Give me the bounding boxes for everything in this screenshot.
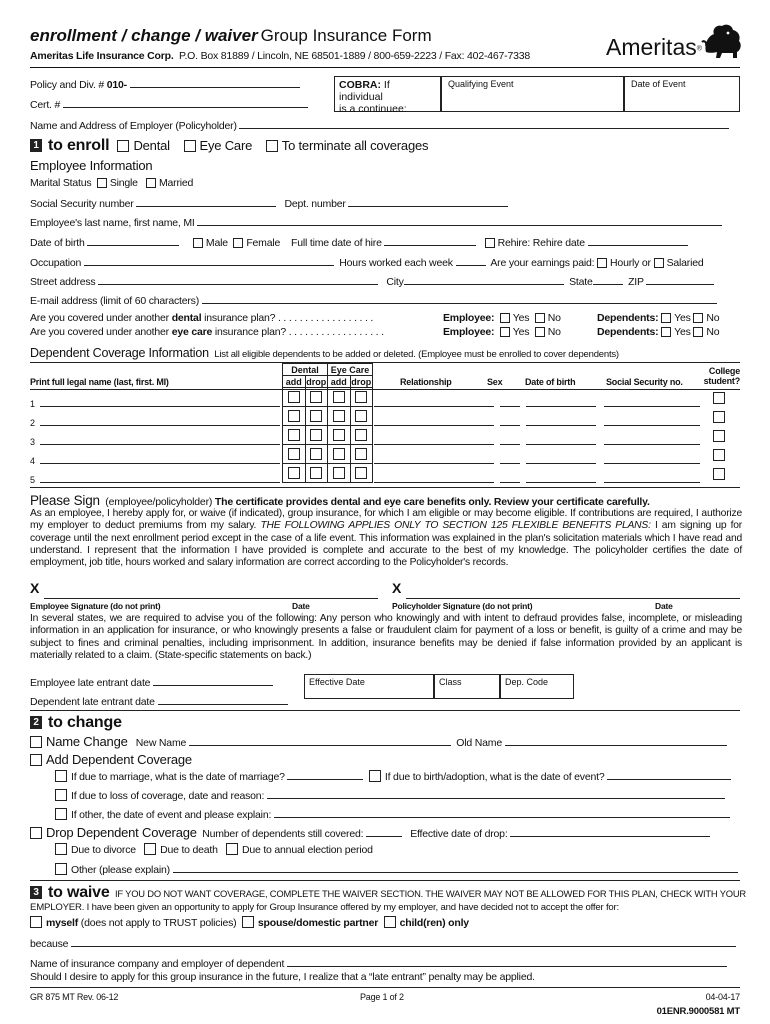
salaried-checkbox[interactable]: [654, 258, 664, 268]
dep5-dob-input[interactable]: [526, 472, 596, 483]
other-explain-input[interactable]: [173, 862, 738, 873]
employee-info-heading: Employee Information: [30, 158, 153, 173]
class-label: Class: [439, 677, 462, 687]
other-event-checkbox[interactable]: [55, 808, 67, 820]
col-sex-header: Sex: [487, 377, 503, 387]
dental-label: Dental: [133, 138, 170, 153]
waive-myself-label: myself: [46, 917, 79, 929]
row-number: 3: [30, 437, 36, 447]
form-title-rest: Group Insurance Form: [260, 26, 432, 45]
loss-input[interactable]: [267, 788, 725, 799]
yes-label: Yes: [674, 312, 691, 324]
dep3-dob-input[interactable]: [526, 434, 596, 445]
employee-signature-line[interactable]: [44, 598, 378, 599]
row-number: 5: [30, 475, 36, 485]
add-dep-row: [30, 752, 192, 767]
col-college-2: student?: [703, 376, 740, 386]
q-eye-dots: . . . . . . . . . . . . . . . . . .: [288, 326, 384, 338]
sign-title: Please Sign: [30, 493, 100, 508]
ins-company-row: [30, 956, 727, 970]
ins-company-label: Name of insurance company and employer of dependent: [30, 958, 285, 970]
zip-label: ZIP: [628, 276, 644, 288]
dep4-college-checkbox[interactable]: [713, 449, 725, 461]
new-name-input[interactable]: [189, 735, 451, 746]
eye-dep-answers: [597, 326, 719, 338]
row-number: 2: [30, 418, 36, 428]
auth-text: As an employee, I hereby apply for, or waive (if indicated), group insurance, for which I am eligible or may become eligible. If contributions are required, I authorize my employer to deduct premiums from my salary.: [30, 508, 742, 532]
waive-header: [30, 884, 746, 902]
effective-date-label: Effective Date: [309, 677, 365, 687]
earnings-label: Are your earnings paid:: [490, 257, 595, 269]
q-eye-b: eye care: [171, 326, 213, 338]
eye-care-label: Eye Care: [199, 138, 253, 153]
dob-input[interactable]: [87, 235, 179, 246]
hourly-label: Hourly or: [610, 257, 651, 269]
waive-options-row: [30, 916, 469, 929]
header-rule: [30, 67, 740, 68]
eye-question-row: [30, 326, 384, 338]
birth-date-input[interactable]: [607, 769, 731, 780]
eye-answers: [443, 326, 561, 338]
occupation-label: Occupation: [30, 257, 82, 269]
dep2-college-checkbox[interactable]: [713, 411, 725, 423]
waive-myself-checkbox[interactable]: [30, 916, 42, 928]
other-explain-checkbox[interactable]: [55, 863, 67, 875]
marriage-row: [55, 769, 731, 783]
policy-prefix: 010-: [106, 79, 127, 91]
single-label: Single: [109, 177, 138, 189]
dependent-title: Dependent Coverage Information: [30, 346, 209, 360]
sign-bottom-rule: [30, 710, 740, 711]
waive-bottom-rule: [30, 987, 740, 988]
col-rel-header: Relationship: [400, 377, 452, 387]
male-checkbox[interactable]: [193, 238, 203, 248]
lion-icon: [700, 22, 744, 65]
dep4-ssn-input[interactable]: [604, 453, 700, 464]
change-bottom-rule: [30, 880, 740, 881]
street-input[interactable]: [98, 274, 378, 285]
col-dob-header: Date of birth: [525, 377, 576, 387]
dep2-sex-input[interactable]: [500, 415, 520, 426]
cert-input[interactable]: [63, 97, 308, 108]
state-input[interactable]: [593, 274, 623, 285]
q-eye-a: Are you covered under another: [30, 326, 169, 338]
col-eye-header: Eye Care: [328, 364, 373, 376]
footer-form-number: GR 875 MT Rev. 06-12: [30, 992, 119, 1002]
loss-checkbox[interactable]: [55, 789, 67, 801]
yes-label: Yes: [512, 312, 530, 324]
dental-dependents-label: Dependents:: [597, 312, 659, 324]
zip-input[interactable]: [646, 274, 714, 285]
company-address: P.O. Box 81889 / Lincoln, NE 68501-1889 / 800-659-2223 / Fax: 402-467-7338: [179, 50, 531, 62]
waive-spouse-label: spouse/domestic partner: [257, 917, 379, 929]
dept-label: Dept. number: [284, 198, 346, 210]
dependent-note: List all eligible dependents to be added or deleted. (Employee must be enrolled to cover dependents): [214, 349, 619, 360]
change-title: to change: [48, 714, 122, 731]
qualifying-event-label: Qualifying Event: [448, 79, 514, 89]
ssn-label: Social Security number: [30, 198, 134, 210]
dep3-ssn-input[interactable]: [604, 434, 700, 445]
marital-row: [30, 177, 193, 189]
footer-page: Page 1 of 2: [360, 992, 404, 1002]
qualifying-event-box[interactable]: [441, 76, 624, 112]
dep1-relationship-input[interactable]: [374, 396, 494, 407]
row-number: 1: [30, 399, 36, 409]
dep-late-label: Dependent late entrant date: [30, 696, 155, 708]
employer-input[interactable]: [239, 118, 729, 129]
col-college-header: [698, 366, 740, 386]
dep2-dob-input[interactable]: [526, 415, 596, 426]
name-change-label: Name Change: [46, 734, 128, 749]
dep2-name-input[interactable]: [40, 415, 280, 426]
waive-title: to waive: [48, 884, 110, 901]
waive-caps: IF YOU DO NOT WANT COVERAGE, COMPLETE THE WAIVER SECTION. THE WAIVER MAY NOT BE ALLOWED FOR THIS PLAN, CHECK WITH YOUR: [114, 888, 746, 899]
form-title: [30, 26, 432, 46]
dep5-relationship-input[interactable]: [374, 472, 494, 483]
class-box[interactable]: [434, 674, 500, 699]
rehire-checkbox[interactable]: [485, 238, 495, 248]
dental-dependents-yes-checkbox[interactable]: [661, 313, 671, 323]
cobra-box: [334, 76, 441, 115]
cobra-text1: If individual: [339, 79, 390, 103]
dep5-sex-input[interactable]: [500, 472, 520, 483]
because-label: because: [30, 938, 69, 950]
female-checkbox[interactable]: [233, 238, 243, 248]
divorce-checkbox[interactable]: [55, 843, 67, 855]
dep3-college-checkbox[interactable]: [713, 430, 725, 442]
num-still-label: Number of dependents still covered:: [202, 828, 364, 840]
dep3-name-input[interactable]: [40, 434, 280, 445]
other-explain-label: Other (please explain): [71, 864, 170, 876]
last-first-label: Employee's last name, first name, MI: [30, 217, 195, 229]
dental-question-row: [30, 312, 373, 324]
employer-row: [30, 118, 729, 132]
other-event-label: If other, the date of event and please explain:: [71, 809, 272, 821]
eye-add-header: add: [328, 376, 351, 388]
new-name-label: New Name: [135, 737, 187, 749]
dep1-dob-input[interactable]: [526, 396, 596, 407]
dob-row: [30, 235, 688, 249]
email-label: E-mail address (limit of 60 characters): [30, 295, 200, 307]
policy-input[interactable]: [130, 77, 300, 88]
birth-checkbox[interactable]: [369, 770, 381, 782]
dep2-ssn-input[interactable]: [604, 415, 700, 426]
ssn-input[interactable]: [136, 196, 276, 207]
waive-children-label: child(ren) only: [399, 917, 469, 929]
dental-dep-answers: [597, 312, 719, 324]
no-label: No: [547, 326, 561, 338]
col-college-1: College: [708, 366, 740, 376]
add-dep-label: Add Dependent Coverage: [46, 752, 192, 767]
name-row: [30, 215, 722, 229]
dep-late-input[interactable]: [158, 694, 288, 705]
col-ssn-header: Social Security no.: [606, 377, 683, 387]
annual-election-checkbox[interactable]: [226, 843, 238, 855]
annual-label: Due to annual election period: [241, 844, 373, 856]
occupation-row: [30, 255, 704, 269]
section-3-number: 3: [30, 886, 42, 899]
eye-dependents-no-checkbox[interactable]: [693, 327, 703, 337]
cert-row: [30, 97, 308, 111]
marriage-checkbox[interactable]: [55, 770, 67, 782]
dep2-relationship-input[interactable]: [374, 415, 494, 426]
dependent-heading-row: [30, 346, 619, 360]
policyholder-signature-line[interactable]: [406, 598, 740, 599]
auth-rest: I am signing up for coverage until the next enrollment period except in the case of a life event. This information was explained in the plan's solicitation materials which I have read and understand. I represent that the information I have provided is complete and accurate to the best of my knowledge. The policyholder certifies the date of employment, job title, hours worked and salary information are correct according to the Policyholder's records.: [30, 520, 742, 569]
dependent-row: [30, 390, 740, 409]
rehire-input[interactable]: [588, 235, 688, 246]
eye-dependents-label: Dependents:: [597, 326, 659, 338]
other-event-row: [55, 807, 730, 821]
eye-drop-header: drop: [351, 376, 372, 387]
waive-text: EMPLOYER. I have been given an opportunity to apply for Group Insurance offered by my employer, and have decided not to accept the offer for:: [30, 902, 620, 913]
because-input[interactable]: [71, 936, 736, 947]
eye-employee-no-checkbox[interactable]: [535, 327, 545, 337]
q-dental-c: insurance plan?: [204, 312, 276, 324]
footer-code: 01ENR.9000581 MT: [656, 1006, 740, 1017]
policyholder-signature-label: Policyholder Signature (do not print): [392, 601, 533, 611]
dep-code-label: Dep. Code: [505, 677, 549, 687]
sign-bold: The certificate provides dental and eye care benefits only. Review your certificate carefully.: [214, 496, 650, 508]
divorce-label: Due to divorce: [71, 844, 136, 856]
dep1-sex-input[interactable]: [500, 396, 520, 407]
policy-row: [30, 77, 300, 91]
dep3-relationship-input[interactable]: [374, 434, 494, 445]
birth-label: If due to birth/adoption, what is the date of event?: [384, 771, 605, 783]
employee-date-label: Date: [292, 601, 310, 611]
enroll-header: [30, 137, 428, 155]
eye-employee-yes-checkbox[interactable]: [500, 327, 510, 337]
col-name-header: Print full legal name (last, first. MI): [30, 377, 169, 387]
marriage-date-input[interactable]: [287, 769, 363, 780]
city-input[interactable]: [404, 274, 564, 285]
dep4-sex-input[interactable]: [500, 453, 520, 464]
city-label: City: [386, 276, 404, 288]
add-dependent-checkbox[interactable]: [30, 754, 42, 766]
dep4-relationship-input[interactable]: [374, 453, 494, 464]
change-header: [30, 714, 122, 732]
effective-date-box[interactable]: [304, 674, 434, 699]
dental-add-header: add: [283, 376, 306, 388]
dep-code-box[interactable]: [500, 674, 574, 699]
dep1-college-checkbox[interactable]: [713, 392, 725, 404]
q-dental-b: dental: [171, 312, 202, 324]
dep4-name-input[interactable]: [40, 453, 280, 464]
late-note: Should I desire to apply for this group insurance in the future, I realize that a “late entrant” penalty may be applied.: [30, 971, 535, 983]
ssn-row: [30, 196, 508, 210]
dependent-row: [30, 447, 740, 466]
drop-reasons-row: [55, 843, 373, 856]
company-line: [30, 50, 530, 62]
drop-dep-label: Drop Dependent Coverage: [46, 825, 197, 840]
eye-care-checkbox[interactable]: [184, 140, 196, 152]
yes-label: Yes: [512, 326, 530, 338]
drop-dep-row: [30, 825, 710, 840]
male-label: Male: [205, 237, 228, 249]
waive-spouse-checkbox[interactable]: [242, 916, 254, 928]
email-row: [30, 293, 717, 307]
employee-signature-label: Employee Signature (do not print): [30, 601, 161, 611]
cobra-text2: is a continuee:: [339, 103, 407, 115]
last-first-input[interactable]: [197, 215, 722, 226]
salaried-label: Salaried: [666, 257, 704, 269]
footer-date: 04-04-17: [705, 992, 740, 1002]
yes-label: Yes: [674, 326, 691, 338]
old-name-label: Old Name: [456, 737, 502, 749]
employer-label: Name and Address of Employer (Policyholder): [30, 120, 237, 132]
auth-italic: THE FOLLOWING APPLIES ONLY TO SECTION 125 FLEXIBLE BENEFITS PLANS:: [260, 520, 651, 532]
dep4-dob-input[interactable]: [526, 453, 596, 464]
name-change-checkbox[interactable]: [30, 736, 42, 748]
cobra-label: COBRA:: [339, 79, 381, 91]
dental-employee-no-checkbox[interactable]: [535, 313, 545, 323]
loss-label: If due to loss of coverage, date and reason:: [71, 790, 265, 802]
emp-late-row: [30, 675, 273, 689]
emp-late-input[interactable]: [153, 675, 273, 686]
eff-drop-label: Effective date of drop:: [410, 828, 508, 840]
rehire-label: Rehire: Rehire date: [497, 237, 585, 249]
dental-employee-yes-checkbox[interactable]: [500, 313, 510, 323]
form-title-bold: enrollment / change / waiver: [30, 26, 258, 45]
dental-dependents-no-checkbox[interactable]: [693, 313, 703, 323]
state-label: State: [569, 276, 593, 288]
num-still-input[interactable]: [366, 826, 402, 837]
street-label: Street address: [30, 276, 96, 288]
dependent-row: [30, 466, 740, 485]
cert-label: Cert. #: [30, 99, 61, 111]
company-name: Ameritas Life Insurance Corp.: [30, 50, 174, 62]
terminate-label: To terminate all coverages: [281, 138, 429, 153]
policyholder-x-mark: X: [392, 580, 402, 596]
name-change-row: [30, 734, 727, 749]
other-explain-row: [55, 862, 738, 876]
dep5-ssn-input[interactable]: [604, 472, 700, 483]
dob-label: Date of birth: [30, 237, 85, 249]
ins-company-input[interactable]: [287, 956, 727, 967]
hours-input[interactable]: [456, 255, 486, 266]
eye-employee-label: Employee:: [443, 326, 495, 338]
eye-dependents-yes-checkbox[interactable]: [661, 327, 671, 337]
dental-drop-header: drop: [306, 376, 327, 387]
dep5-name-input[interactable]: [40, 472, 280, 483]
no-label: No: [706, 312, 720, 324]
hourly-checkbox[interactable]: [597, 258, 607, 268]
loss-row: [55, 788, 725, 802]
hours-label: Hours worked each week: [339, 257, 453, 269]
authorization-paragraph: [30, 508, 742, 569]
col-dental-header: Dental: [283, 364, 328, 376]
date-of-event-box[interactable]: [624, 76, 740, 112]
ameritas-logo: [606, 34, 702, 61]
logo-wordmark: Ameritas: [606, 34, 697, 60]
dep-late-row: [30, 694, 288, 708]
row-number: 4: [30, 456, 36, 466]
fraud-warning: In several states, we are required to advise you of the following: Any person who knowingly and with intent to defraud provides false, incomplete, or misleading information in an application for insurance, or who knowingly presents a false or fraudulent claim for payment of a loss or benefit, is guilty of a crime and may be subject to fines and criminal penalties, including imprisonment. In addition, insurance benefits may be denied if false information provided by an applicant is materially related to a claim. (State-specific statements on back.): [30, 613, 742, 661]
marital-label: Marital Status: [30, 177, 92, 189]
address-row: [30, 274, 714, 288]
email-input[interactable]: [202, 293, 717, 304]
because-row: [30, 936, 736, 950]
dept-input[interactable]: [348, 196, 508, 207]
marriage-label: If due to marriage, what is the date of marriage?: [71, 771, 285, 783]
single-checkbox[interactable]: [97, 178, 107, 188]
policyholder-date-label: Date: [655, 601, 673, 611]
no-label: No: [706, 326, 720, 338]
dependent-row: [30, 409, 740, 428]
old-name-input[interactable]: [505, 735, 727, 746]
married-label: Married: [158, 177, 194, 189]
fulltime-label: Full time date of hire: [291, 237, 382, 249]
section-2-number: 2: [30, 716, 42, 729]
policy-label: Policy and Div. #: [30, 79, 105, 91]
other-event-input[interactable]: [274, 807, 730, 818]
logo-registered: ®: [696, 45, 702, 53]
date-of-event-label: Date of Event: [631, 79, 686, 89]
dep1-ssn-input[interactable]: [604, 396, 700, 407]
death-checkbox[interactable]: [144, 843, 156, 855]
employee-x-mark: X: [30, 580, 40, 596]
dependent-row: [30, 428, 740, 447]
dep3-sex-input[interactable]: [500, 434, 520, 445]
fulltime-input[interactable]: [384, 235, 476, 246]
dental-employee-label: Employee:: [443, 312, 495, 324]
terminate-checkbox[interactable]: [266, 140, 278, 152]
dep1-name-input[interactable]: [40, 396, 280, 407]
eff-drop-input[interactable]: [510, 826, 710, 837]
q-dental-a: Are you covered under another: [30, 312, 169, 324]
drop-dependent-checkbox[interactable]: [30, 827, 42, 839]
dependent-bottom-rule: [30, 487, 740, 488]
married-checkbox[interactable]: [146, 178, 156, 188]
dep5-college-checkbox[interactable]: [713, 468, 725, 480]
waive-myself-note: (does not apply to TRUST policies): [80, 917, 237, 929]
dependent-rule: [30, 362, 740, 363]
female-label: Female: [246, 237, 281, 249]
sign-heading: [30, 493, 650, 508]
occupation-input[interactable]: [84, 255, 334, 266]
no-label: No: [547, 312, 561, 324]
sign-paren: (employee/policyholder): [105, 496, 213, 508]
dental-checkbox[interactable]: [117, 140, 129, 152]
section-1-number: 1: [30, 139, 42, 152]
q-eye-c: insurance plan?: [214, 326, 286, 338]
death-label: Due to death: [160, 844, 218, 856]
q-dental-dots: . . . . . . . . . . . . . . . . . .: [278, 312, 374, 324]
waive-children-checkbox[interactable]: [384, 916, 396, 928]
emp-late-label: Employee late entrant date: [30, 677, 151, 689]
enroll-title: to enroll: [48, 137, 110, 154]
dental-answers: [443, 312, 561, 324]
